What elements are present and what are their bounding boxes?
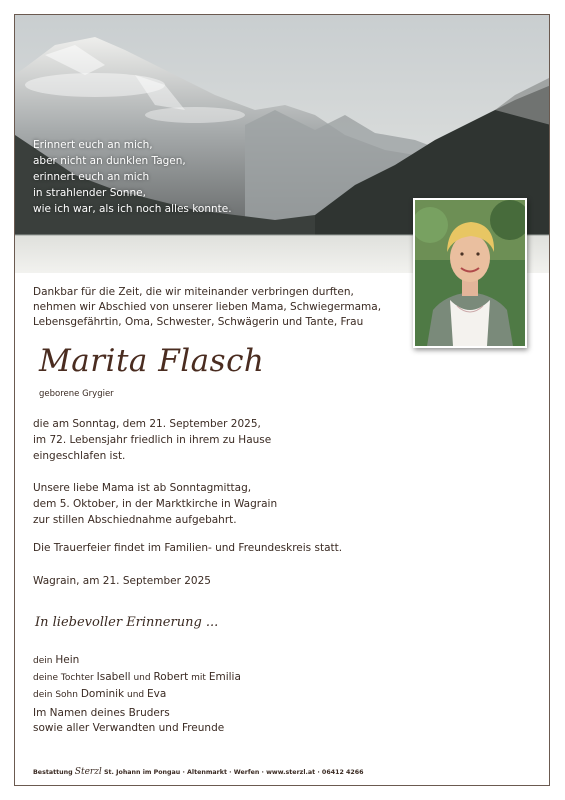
wake-line: Unsere liebe Mama ist ab Sonntagmittag, — [33, 482, 252, 494]
wake-line: dem 5. Oktober, in der Marktkirche in Wagrain — [33, 498, 278, 510]
deceased-name: Marita Flasch — [39, 343, 265, 379]
intro-text — [33, 285, 381, 330]
death-line: im 72. Lebensjahr friedlich in ihrem zu Hause — [33, 434, 272, 446]
obituary-card — [14, 14, 550, 786]
funeral-line: Die Trauerfeier findet im Familien- und Freundeskreis statt. — [33, 542, 343, 554]
place-date-line: Wagrain, am 21. September 2025 — [33, 575, 211, 587]
signature-line: dein Hein — [33, 654, 80, 666]
death-line: eingeschlafen ist. — [33, 450, 126, 462]
death-notice — [33, 416, 271, 464]
signature-line: deine Tochter Isabell und Robert mit Emilia — [33, 671, 241, 683]
poem — [33, 137, 232, 217]
wake-line: zur stillen Abschiednahme aufgebahrt. — [33, 514, 237, 526]
undertaker-logo: Sterzl — [74, 767, 102, 777]
signature-line: Im Namen deines Bruders — [33, 707, 170, 719]
place-date — [33, 573, 211, 589]
intro-line: nehmen wir Abschied von unserer lieben Mama, Schwiegermama, — [33, 301, 382, 313]
poem-line: erinnert euch an mich — [33, 171, 150, 183]
funeral-notice — [33, 540, 342, 556]
poem-line: in strahlender Sonne, — [33, 187, 146, 199]
footer-undertaker: Bestattung Sterzl St. Johann im Pongau · Altenmarkt · Werfen · www.sterzl.at · 06412 4266 — [33, 767, 364, 777]
memory-heading: In liebevoller Erinnerung ... — [35, 615, 219, 630]
wake-notice — [33, 480, 277, 528]
intro-line: Lebensgefährtin, Oma, Schwester, Schwägerin und Tante, Frau — [33, 316, 364, 328]
signature-line: sowie aller Verwandten und Freunde — [33, 722, 225, 734]
signature-line: dein Sohn Dominik und Eva — [33, 688, 167, 700]
poem-line: wie ich war, als ich noch alles konnte. — [33, 203, 232, 215]
portrait-photo — [413, 198, 527, 348]
intro-line: Dankbar für die Zeit, die wir miteinander verbringen durften, — [33, 286, 354, 298]
poem-line: Erinnert euch an mich, — [33, 139, 153, 151]
birth-name: geborene Grygier — [39, 389, 114, 399]
poem-line: aber nicht an dunklen Tagen, — [33, 155, 186, 167]
death-line: die am Sonntag, dem 21. September 2025, — [33, 418, 261, 430]
